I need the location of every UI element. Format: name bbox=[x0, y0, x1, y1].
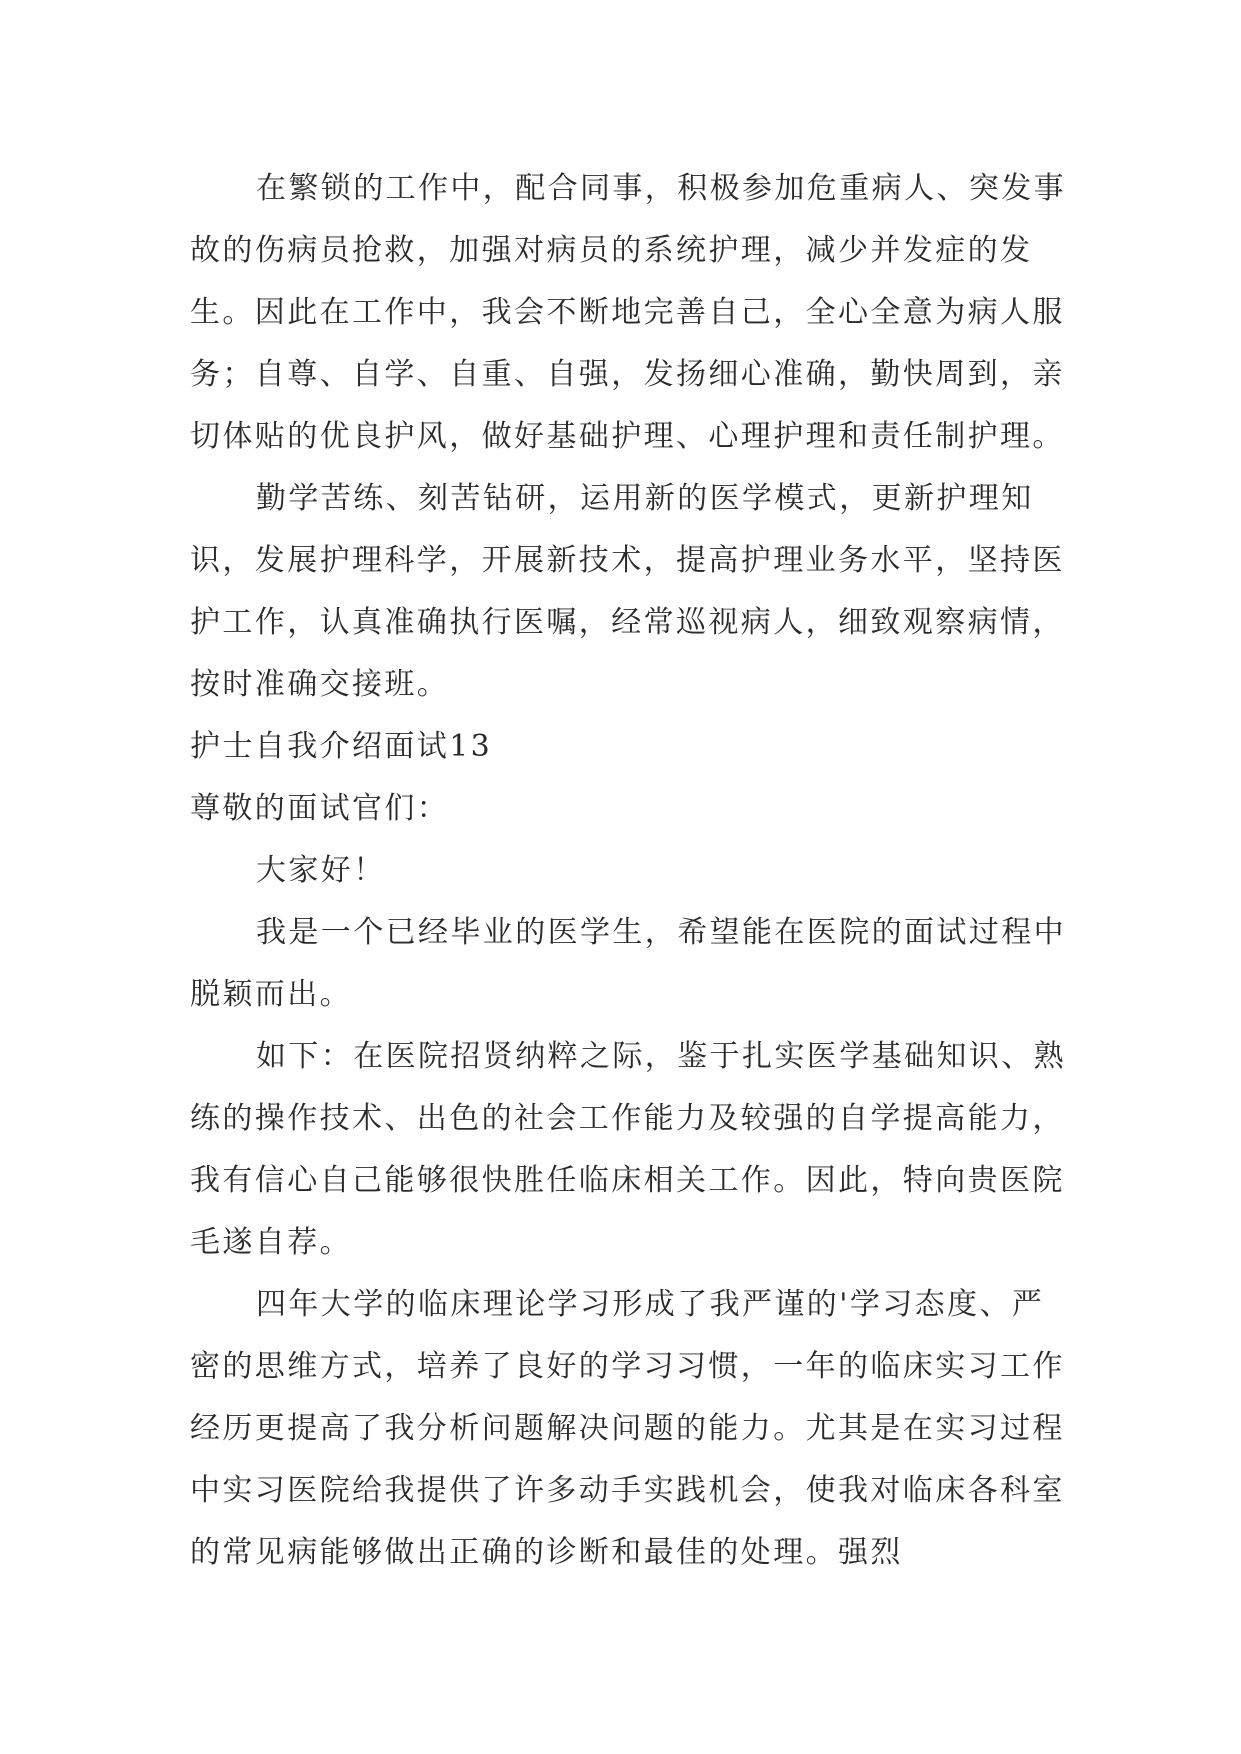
document-body bbox=[190, 158, 1070, 1584]
greeting: 大家好！ bbox=[256, 853, 386, 888]
salutation: 尊敬的面试官们： bbox=[190, 791, 450, 826]
paragraph-work-description: 在繁锁的工作中，配合同事，积极参加危重病人、突发事故的伤病员抢救，加强对病员的系统护理，减少并发症的发生。因此在工作中，我会不断地完善自己，全心全意为病人服务；自尊、自学、自重、自强，发扬细心准确，勤快周到，亲切体贴的优良护风，做好基础护理、心理护理和责任制护理。 bbox=[190, 171, 1066, 454]
paragraph-education: 四年大学的临床理论学习形成了我严谨的'学习态度、严密的思维方式，培养了良好的学习习惯，一年的临床实习工作经历更提高了我分析问题解决问题的能力。尤其是在实习过程中实习医院给我提供了许多动手实践机会，使我对临床各科室的常见病能够做出正确的诊断和最佳的处理。强烈 bbox=[190, 1287, 1065, 1570]
section-heading: 护士自我介绍面试13 bbox=[190, 729, 493, 764]
paragraph-introduction: 我是一个已经毕业的医学生，希望能在医院的面试过程中脱颖而出。 bbox=[190, 915, 1066, 1012]
paragraph-self-recommendation: 如下：在医院招贤纳粹之际，鉴于扎实医学基础知识、熟练的操作技术、出色的社会工作能力及较强的自学提高能力，我有信心自己能够很快胜任临床相关工作。因此，特向贵医院毛遂自荐。 bbox=[190, 1039, 1066, 1260]
paragraph-study-description: 勤学苦练、刻苦钻研，运用新的医学模式，更新护理知识，发展护理科学，开展新技术，提高护理业务水平，坚持医护工作，认真准确执行医嘱，经常巡视病人，细致观察病情，按时准确交接班。 bbox=[190, 481, 1065, 702]
